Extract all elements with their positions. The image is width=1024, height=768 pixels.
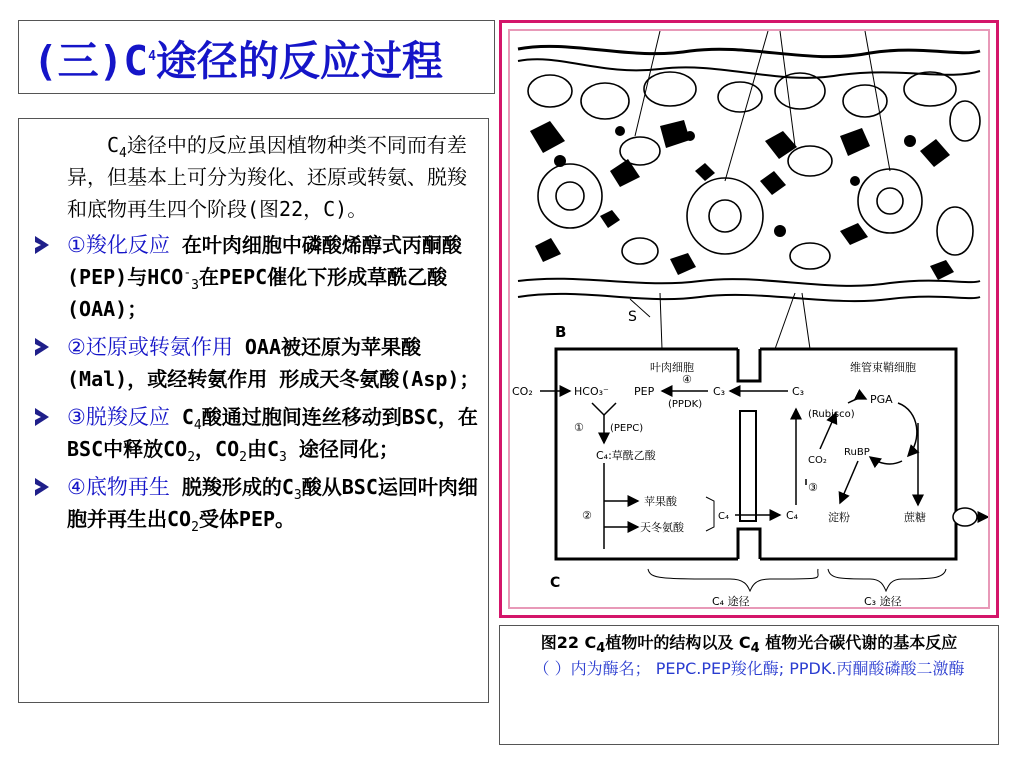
bullet-text: 由C	[246, 437, 280, 461]
step2-label: ②	[582, 509, 592, 522]
bullet-arrow-icon	[35, 236, 49, 254]
bullet-text: 在叶肉细胞中磷酸烯醇式丙酮酸(PEP)与HCO	[67, 233, 462, 289]
bullet-sub: 3	[293, 488, 302, 503]
label-s: S	[628, 309, 637, 325]
bullet-heading: ④底物再生	[67, 475, 170, 499]
bullet-arrow-icon	[35, 338, 49, 356]
c3-left-label: C₃	[713, 385, 726, 398]
figure-caption	[499, 625, 999, 745]
c4-pathway-label: C₄ 途径	[712, 595, 750, 607]
c4-mid-label: C₄	[718, 511, 729, 522]
caption-sub: 4	[596, 641, 606, 657]
pep-label: PEP	[634, 385, 655, 398]
plasmodesmata-wall	[740, 411, 756, 521]
bullet-decarboxylation	[33, 401, 480, 465]
bullet-arrow-icon	[35, 408, 49, 426]
figure-inner	[508, 29, 990, 609]
bullet-text: OAA被还原为苹果酸(Mal)，或经转氨作用 形成天冬氨酸(Asp)；	[67, 335, 480, 391]
bullet-text: 脱羧形成的C	[169, 475, 294, 499]
c4-pathway-diagram	[512, 341, 988, 607]
text-panel	[18, 118, 489, 703]
bullet-sub: 2	[187, 450, 196, 465]
title-suffix: 途径的反应过程	[155, 36, 443, 85]
oaa-label: C₄:草酰乙酸	[596, 449, 656, 462]
page-title: (三)C 4 途径的反应过程	[18, 20, 495, 94]
c4-right-label: C₄	[786, 509, 799, 522]
bullet-text: ，CO	[195, 437, 240, 461]
hco3-label: HCO₃⁻	[574, 385, 609, 398]
leaf-cross-section-illustration	[518, 31, 980, 349]
intro-paragraph	[67, 129, 480, 225]
bullet-text: 在PEPC催化下形成草酰乙酸(OAA)；	[67, 265, 448, 321]
caption-text: 植物叶的结构以及 C	[605, 633, 751, 652]
caption-line1	[500, 630, 998, 656]
caption-text: 植物光合碳代谢的基本反应	[759, 633, 958, 652]
bullet-heading: ③脱羧反应	[67, 405, 170, 429]
bullet-sub: 2	[239, 450, 247, 465]
co2-right-label: CO₂	[808, 455, 827, 466]
bullet-heading: ②还原或转氨作用	[67, 335, 233, 359]
mesophyll-label: 叶肉细胞	[650, 361, 694, 374]
bullet-sub: 3	[279, 450, 287, 465]
bullet-reduction	[33, 331, 480, 395]
step3-label: ③	[808, 481, 818, 494]
label-c: C	[550, 575, 561, 591]
bullet-text: 途径同化；	[286, 437, 399, 461]
rubp-label: RuBP	[844, 447, 870, 458]
bullet-sub: 3	[191, 278, 199, 293]
starch-label: 淀粉	[828, 511, 850, 524]
aspartate-label: 天冬氨酸	[640, 521, 684, 534]
bullet-sup: -	[183, 265, 192, 281]
intro-text-b: 途径中的反应虽因植物种类不同而有差异，但基本上可分为羧化、还原或转氨、脱羧和底物再生四个阶段(图22，C)。	[67, 133, 467, 221]
pepc-label: (PEPC)	[610, 423, 644, 434]
ppdk-label: (PPDK)	[668, 399, 703, 410]
c3-right-label: C₃	[792, 385, 805, 398]
rubisco-label: (Rubisco)	[808, 409, 855, 420]
bullet-text: 酸从BSC运回叶肉细胞并再生出CO	[67, 475, 478, 531]
figure-svg	[510, 31, 988, 607]
label-b: B	[555, 323, 567, 341]
step1-label: ①	[574, 421, 584, 434]
bullet-text: 受体PEP。	[198, 507, 296, 531]
malate-label: 苹果酸	[644, 495, 677, 508]
step4-label: ④	[682, 373, 692, 386]
bullet-heading: ①羧化反应	[67, 233, 170, 257]
bullet-carboxylation	[33, 229, 480, 325]
bullet-regeneration	[33, 471, 480, 535]
pga-label: PGA	[870, 393, 893, 406]
transporter-icon	[953, 508, 977, 526]
bullet-text: C	[169, 405, 194, 429]
c3-pathway-label: C₃ 途径	[864, 595, 902, 607]
bundle-sheath-label: 维管束鞘细胞	[850, 361, 916, 374]
figure-frame	[499, 20, 999, 618]
caption-text: 图22 C	[540, 633, 597, 652]
title-prefix: (三)C	[33, 36, 149, 85]
bullet-sub: 2	[191, 520, 199, 535]
bullet-text: 酸通过胞间连丝移动到BSC，在BSC中释放CO	[67, 405, 478, 461]
bullet-sub: 4	[193, 418, 202, 433]
caption-sub: 4	[750, 641, 760, 657]
bullet-arrow-icon	[35, 478, 49, 496]
co2-left-label: CO₂	[512, 385, 533, 398]
sucrose-label: 蔗糖	[904, 511, 926, 524]
intro-sub: 4	[119, 146, 127, 161]
intro-text-a: C	[107, 133, 120, 157]
caption-line2: （ ）内为酶名； PEPC.PEP羧化酶; PPDK.丙酮酸磷酸二激酶	[533, 659, 965, 678]
